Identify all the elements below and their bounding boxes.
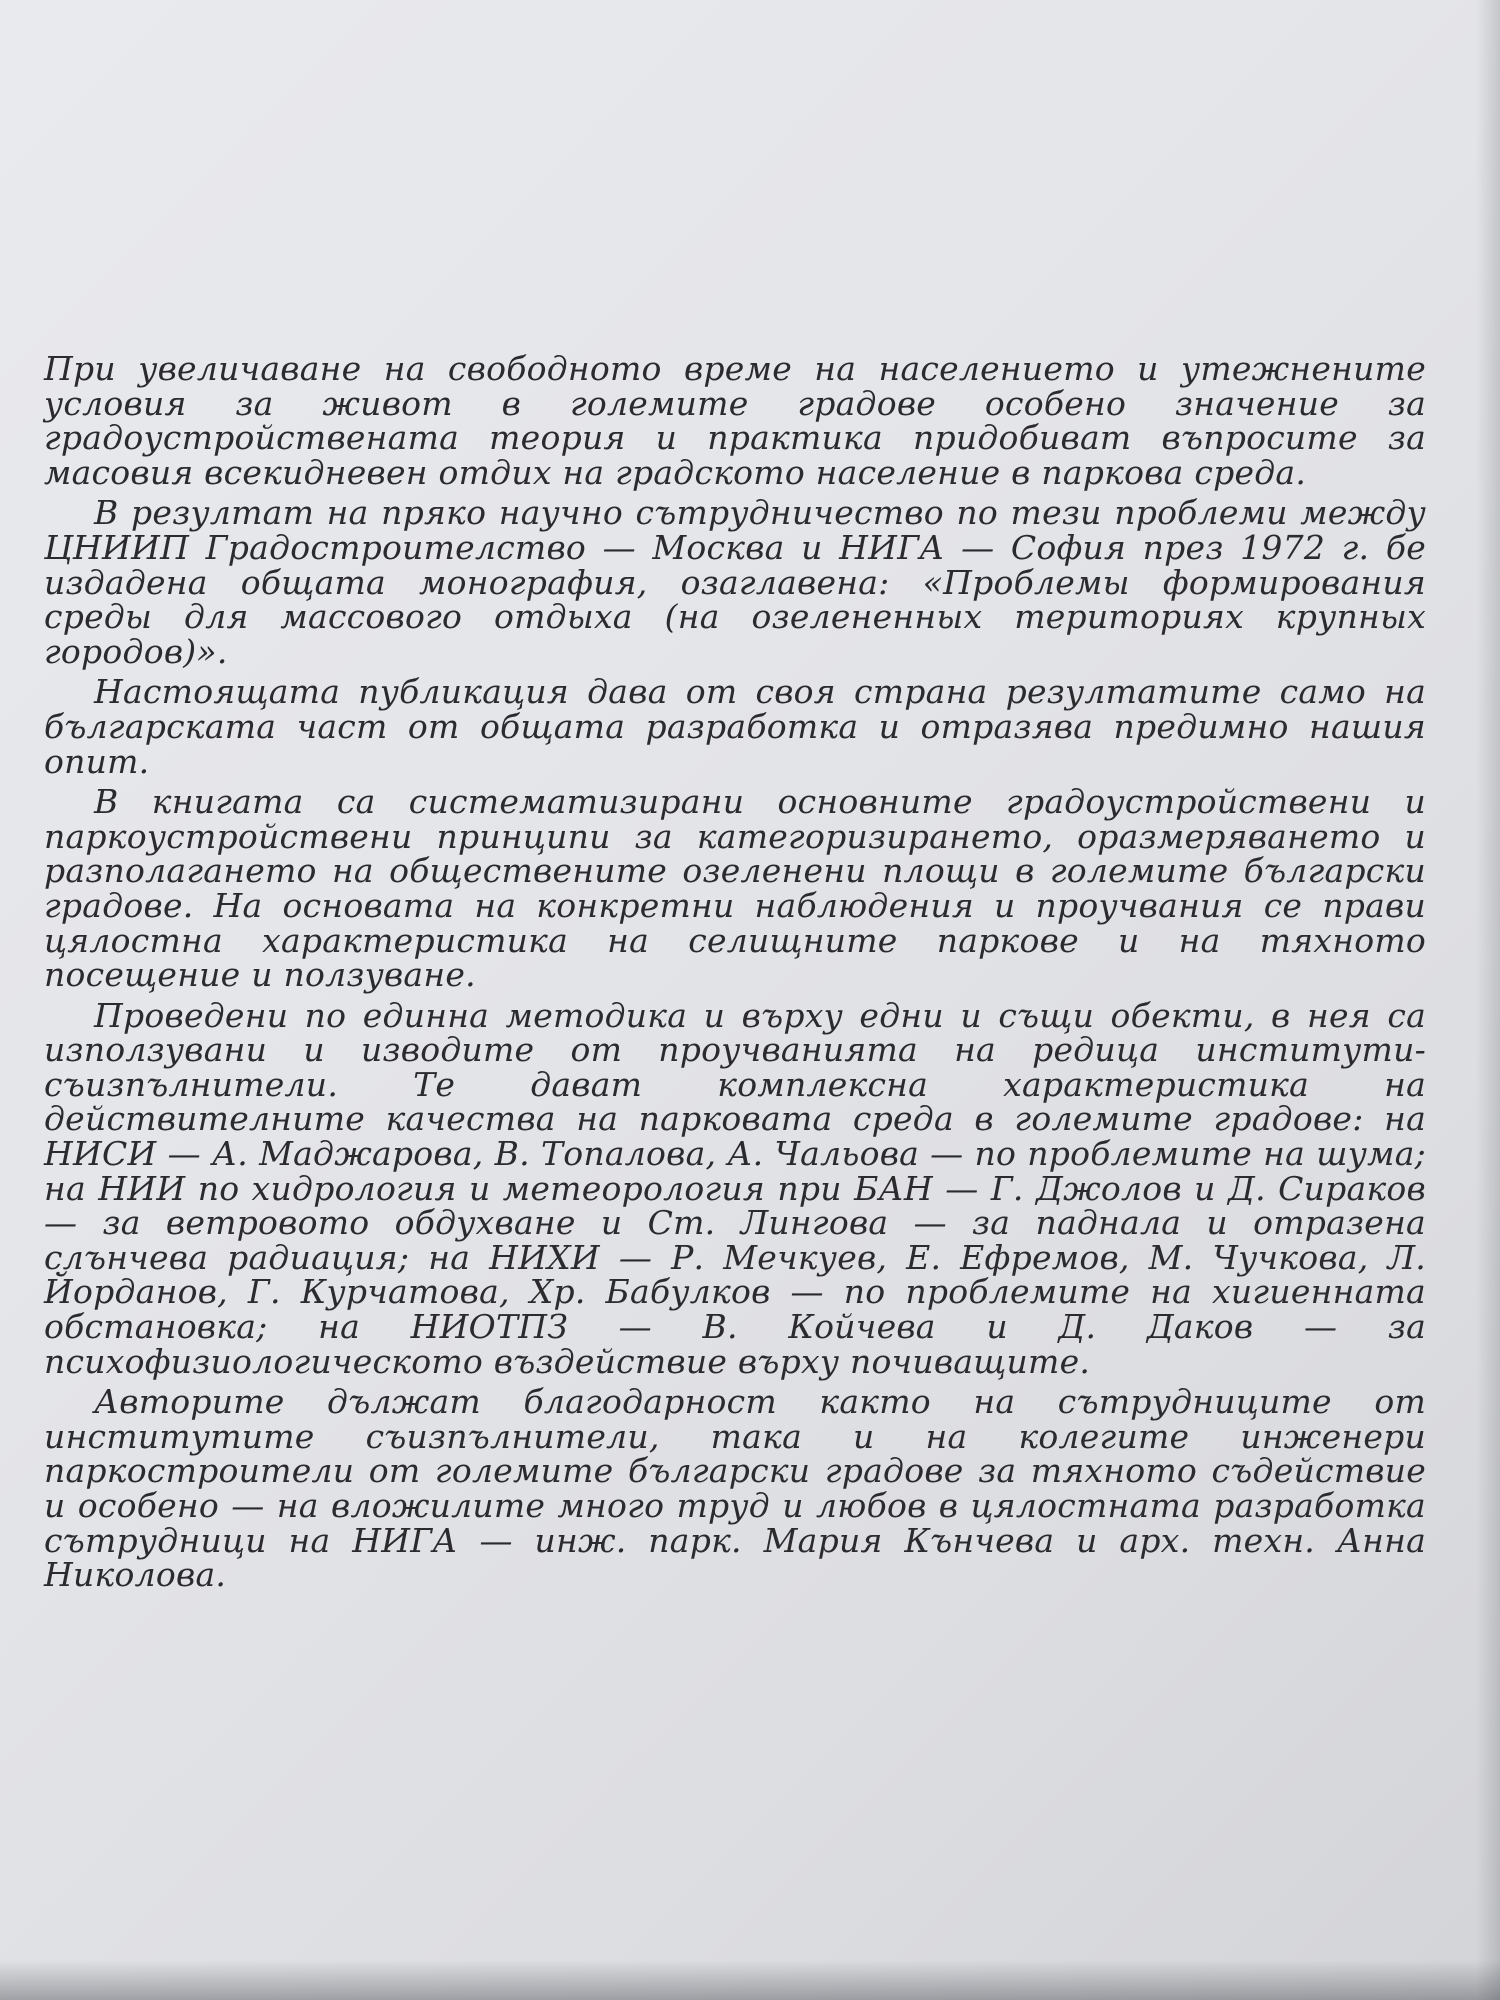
paragraph-intro: При увеличаване на свободното време на населението и утежнените условия за живот в големите градове особено значение за градоустройствената теория и практика придобиват въпросите за масовия всекидневен отдих на градското население в паркова среда. <box>44 349 1426 492</box>
page-edge-shadow <box>1476 0 1500 2000</box>
preface-text <box>44 349 1426 1599</box>
paragraph-book-content: В книгата са систематизирани основните градоустройствени и паркоустройствени принципи за категоризирането, оразмеряването и разполагането на обществените озеленени площи в големите български градове. На основата на конкретни наблюдения и проучвания се прави цялостна характеристика на селищните паркове и на тяхното посещение и ползуване. <box>44 782 1426 995</box>
paragraph-acknowledgements: Авторите дължат благодарност както на сътрудниците от институтите съизпълнители, така и на колегите инженери паркостроители от големите български градове за тяхното съдействие и особено — на вложилите много труд и любов в цялостната разработка сътрудници на НИГА — инж. парк. Мария Кънчева и арх. техн. Анна Николова. <box>44 1382 1426 1595</box>
paragraph-institutes: Проведени по единна методика и върху едни и същи обекти, в нея са използувани и изводите от проучванията на редица институти-съизпълнители. Те дават комплексна характеристика на действителните качества на парковата среда в големите градове: на НИСИ — А. Маджарова, В. Топалова, А. Чальова — по проблемите на шума; на НИИ по хидрология и метеорология при БАН — Г. Джолов и Д. Сираков — за ветровото обдухване и Ст. Лингова — за паднала и отразена слънчева радиация; на НИХИ — Р. Мечкуев, Е. Ефремов, М. Чучкова, Л. Йорданов, Г. Курчатова, Хр. Бабулков — по проблемите на хигиенната обстановка; на НИОТПЗ — В. Койчева и Д. Даков — за психофизиологическото въздействие върху почиващите. <box>44 995 1426 1381</box>
page-bottom-shadow <box>0 1960 1500 2000</box>
paragraph-cooperation: В резултат на пряко научно сътрудничество по тези проблеми между ЦНИИП Градостроителство — Москва и НИГА — София през 1972 г. бе издадена общата монография, озаглавена: «Проблемы формирования среды для массового отдыха (на озелененных териториях крупных городов)». <box>44 493 1426 671</box>
paragraph-publication: Настоящата публикация дава от своя страна резултатите само на българската част от общата разработка и отразява предимно нашия опит. <box>44 672 1426 781</box>
